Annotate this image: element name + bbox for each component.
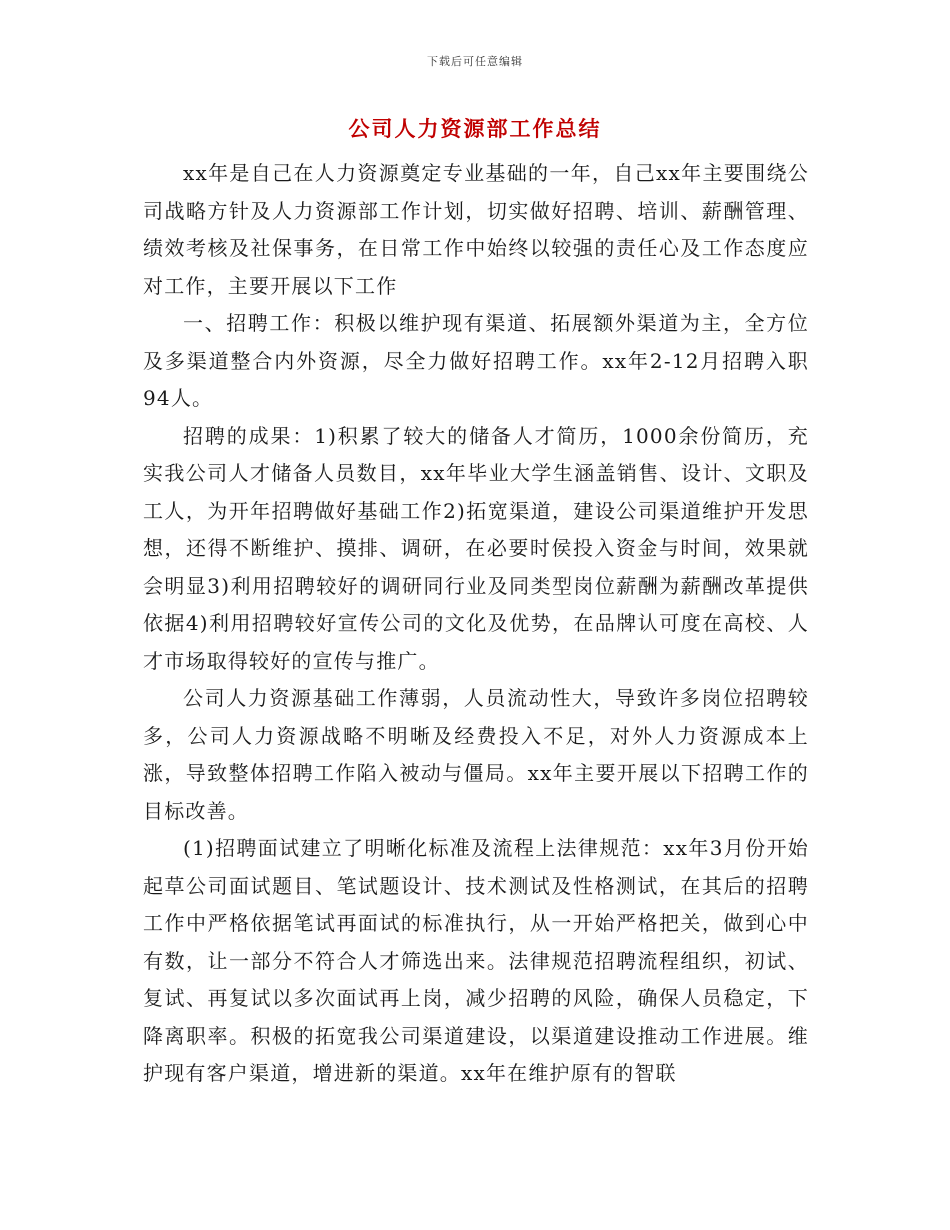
header-note: 下载后可任意编辑 [427, 55, 523, 68]
paragraph-hr-problems: 公司人力资源基础工作薄弱，人员流动性大，导致许多岗位招聘较多，公司人力资源战略不明晰及经费投入不足，对外人力资源成本上涨，导致整体招聘工作陷入被动与僵局。xx年主要开展以下招聘工作的目标改善。 [143, 686, 809, 823]
document-body [143, 155, 809, 1093]
paragraph-intro: xx年是自己在人力资源奠定专业基础的一年，自己xx年主要围绕公司战略方针及人力资源部工作计划，切实做好招聘、培训、薪酬管理、绩效考核及社保事务，在日常工作中始终以较强的责任心及工作态度应对工作，主要开展以下工作 [143, 161, 809, 298]
paragraph-recruitment: 一、招聘工作：积极以维护现有渠道、拓展额外渠道为主，全方位及多渠道整合内外资源，尽全力做好招聘工作。xx年2-12月招聘入职94人。 [143, 311, 809, 410]
paragraph-recruitment-results: 招聘的成果：1)积累了较大的储备人才简历，1000余份简历，充实我公司人才储备人员数目，xx年毕业大学生涵盖销售、设计、文职及工人，为开年招聘做好基础工作2)拓宽渠道，建设公司渠道维护开发思想，还得不断维护、摸排、调研，在必要时侯投入资金与时间，效果就会明显3)利用招聘较好的调研同行业及同类型岗位薪酬为薪酬改革提供依据4)利用招聘较好宣传公司的文化及优势，在品牌认可度在高校、人才市场取得较好的宣传与推广。 [143, 423, 809, 673]
paragraph-interview-standards: (1)招聘面试建立了明晰化标准及流程上法律规范：xx年3月份开始起草公司面试题目、笔试题设计、技术测试及性格测试，在其后的招聘工作中严格依据笔试再面试的标准执行，从一开始严格把关，做到心中有数，让一部分不符合人才筛选出来。法律规范招聘流程组织，初试、复试、再复试以多次面试再上岗，减少招聘的风险，确保人员稳定，下降离职率。积极的拓宽我公司渠道建设，以渠道建设推动工作进展。维护现有客户渠道，增进新的渠道。xx年在维护原有的智联 [143, 836, 809, 1085]
document-title: 公司人力资源部工作总结 [348, 116, 602, 141]
